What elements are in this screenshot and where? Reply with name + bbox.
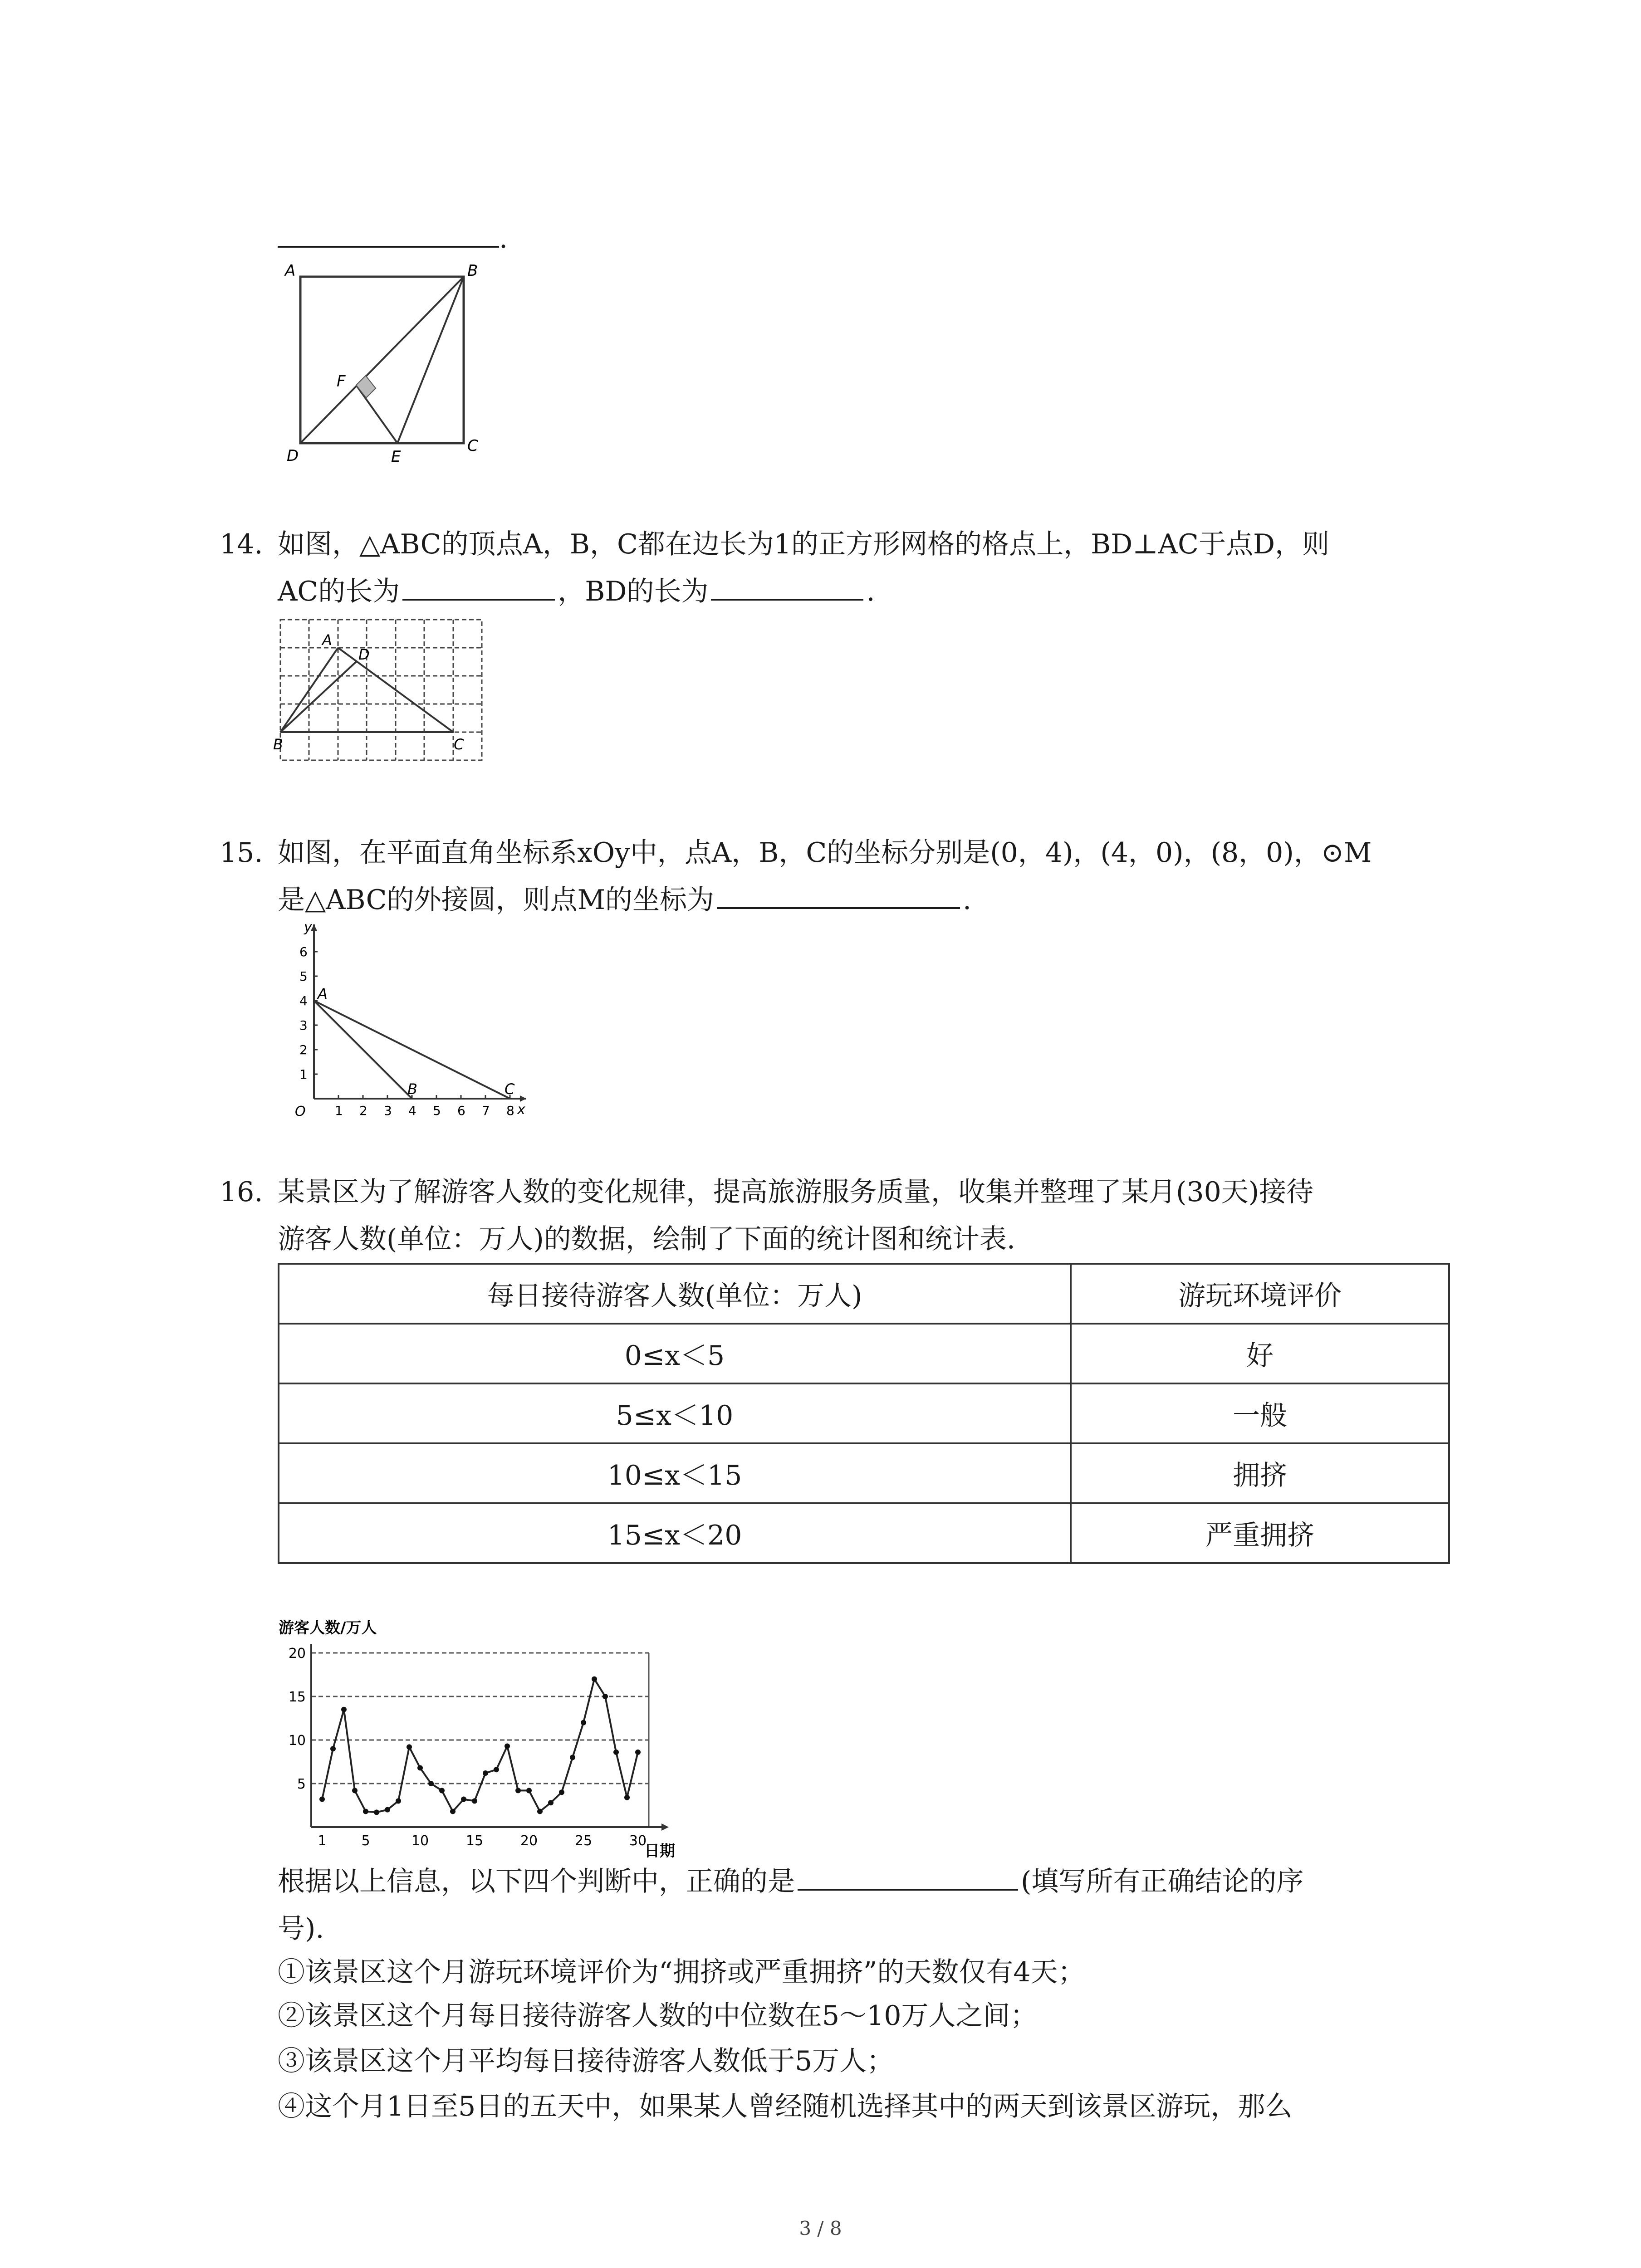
chart-data-point bbox=[461, 1797, 466, 1802]
table-cell: 5≤x＜10 bbox=[279, 1383, 1071, 1443]
label-a: A bbox=[318, 985, 328, 1002]
chart-x-tick-label: 25 bbox=[574, 1833, 593, 1849]
chart-data-point bbox=[341, 1707, 347, 1712]
chart-data-point bbox=[450, 1809, 456, 1814]
chart-data-point bbox=[635, 1750, 641, 1755]
q15-blank-m[interactable] bbox=[717, 879, 960, 909]
chart-data-point bbox=[352, 1788, 358, 1793]
chart-data-point bbox=[407, 1744, 412, 1750]
q16-after-line1: 根据以上信息，以下四个判断中，正确的是 (填写所有正确结论的序 bbox=[278, 1860, 1303, 1903]
chart-x-arrow bbox=[661, 1823, 669, 1831]
table-cell: 好 bbox=[1071, 1324, 1449, 1383]
table-row bbox=[279, 1383, 1449, 1443]
q14-blank-bd[interactable] bbox=[711, 571, 863, 601]
label-d: D bbox=[358, 646, 370, 663]
segment-db bbox=[300, 277, 464, 443]
x-axis-label: x bbox=[517, 1102, 525, 1116]
origin-label: O bbox=[295, 1104, 306, 1116]
x-tick-label: 5 bbox=[433, 1103, 441, 1116]
chart-y-tick-label: 20 bbox=[288, 1646, 306, 1662]
chart-x-tick-label: 10 bbox=[411, 1833, 429, 1849]
y-tick-label: 4 bbox=[299, 993, 308, 1008]
q14-number: 14. bbox=[220, 528, 263, 560]
chart-data-point bbox=[417, 1765, 423, 1770]
table-cell: 拥挤 bbox=[1071, 1443, 1449, 1503]
y-tick-label: 1 bbox=[299, 1067, 308, 1082]
chart-series-line bbox=[322, 1679, 638, 1813]
visitor-line-chart bbox=[272, 1615, 708, 1869]
chart-data-point bbox=[537, 1809, 543, 1814]
chart-data-point bbox=[570, 1755, 575, 1760]
table-row bbox=[279, 1324, 1449, 1383]
chart-data-point bbox=[559, 1789, 564, 1795]
chart-data-point bbox=[483, 1770, 488, 1776]
segment-bd bbox=[280, 661, 357, 732]
q14-blank-ac[interactable] bbox=[402, 571, 555, 601]
q16-after-line2: 号). bbox=[278, 1913, 324, 1945]
y-tick-label: 5 bbox=[299, 969, 308, 984]
chart-data-point bbox=[505, 1743, 510, 1749]
segment-eb bbox=[397, 277, 464, 443]
table-cell: 0≤x＜5 bbox=[279, 1324, 1071, 1383]
chart-data-point bbox=[428, 1781, 434, 1786]
q16-text-line1: 某景区为了解游客人数的变化规律，提高旅游服务质量，收集并整理了某月(30天)接待 bbox=[278, 1176, 1314, 1208]
q16-option-1: ①该景区这个月游玩环境评价为“拥挤或严重拥挤”的天数仅有4天； bbox=[278, 1956, 1085, 1988]
chart-data-point bbox=[472, 1798, 477, 1804]
x-tick-label: 8 bbox=[506, 1103, 514, 1116]
label-c: C bbox=[467, 437, 478, 455]
q16-blank-answer[interactable] bbox=[798, 1861, 1018, 1891]
chart-data-point bbox=[363, 1809, 368, 1814]
chart-x-tick-label: 15 bbox=[465, 1833, 484, 1849]
q16-option-3: ③该景区这个月平均每日接待游客人数低于5万人； bbox=[278, 2045, 894, 2077]
chart-x-tick-label: 20 bbox=[520, 1833, 538, 1849]
evaluation-table bbox=[278, 1263, 1450, 1564]
table-row bbox=[279, 1503, 1449, 1563]
chart-y-tick-label: 10 bbox=[288, 1733, 306, 1749]
table-header-row bbox=[279, 1264, 1449, 1324]
label-f: F bbox=[337, 372, 346, 391]
chart-data-point bbox=[613, 1750, 619, 1755]
chart-y-axis-title: 游客人数/万人 bbox=[279, 1619, 377, 1637]
y-tick-label: 2 bbox=[299, 1042, 308, 1057]
label-b: B bbox=[407, 1080, 417, 1098]
q16-text-line2: 游客人数(单位：万人)的数据，绘制了下面的统计图和统计表. bbox=[278, 1223, 1015, 1255]
q13-answer-line: . bbox=[278, 217, 508, 260]
chart-x-axis-title: 日期 bbox=[644, 1842, 675, 1860]
chart-data-point bbox=[581, 1720, 586, 1725]
q14-text-line2: AC的长为 ，BD的长为 . bbox=[278, 570, 875, 613]
table-cell: 15≤x＜20 bbox=[279, 1503, 1071, 1563]
x-tick-label: 3 bbox=[384, 1103, 392, 1116]
chart-y-ticks bbox=[289, 1646, 306, 1792]
q16-option-4: ④这个月1日至5日的五天中，如果某人曾经随机选择其中的两天到该景区游玩，那么 bbox=[278, 2091, 1293, 2122]
chart-data-point bbox=[624, 1795, 630, 1800]
label-a: A bbox=[285, 262, 296, 280]
label-c: C bbox=[454, 736, 464, 753]
chart-x-tick-label: 1 bbox=[318, 1833, 327, 1849]
chart-data-point bbox=[494, 1767, 499, 1772]
q13-square-figure bbox=[272, 254, 481, 472]
table-row bbox=[279, 1443, 1449, 1503]
chart-data-point bbox=[319, 1797, 325, 1802]
label-c: C bbox=[505, 1080, 515, 1098]
x-tick-label: 6 bbox=[457, 1103, 465, 1116]
chart-data-point bbox=[396, 1798, 401, 1804]
table-cell: 严重拥挤 bbox=[1071, 1503, 1449, 1563]
chart-x-tick-label: 5 bbox=[361, 1833, 370, 1849]
chart-data-point bbox=[330, 1746, 336, 1751]
q14-text-line1: 如图，△ABC的顶点A，B，C都在边长为1的正方形网格的格点上，BD⊥AC于点D，则 bbox=[278, 528, 1330, 560]
y-axis-label: y bbox=[304, 919, 312, 935]
chart-data-point bbox=[515, 1788, 521, 1793]
table-header-cell: 每日接待游客人数(单位：万人) bbox=[279, 1264, 1071, 1324]
x-tick-label: 4 bbox=[408, 1103, 416, 1116]
y-tick-label: 6 bbox=[299, 944, 308, 959]
chart-data-point bbox=[592, 1677, 597, 1682]
chart-x-ticks bbox=[318, 1833, 647, 1849]
table-cell: 10≤x＜15 bbox=[279, 1443, 1071, 1503]
q14-grid-figure bbox=[272, 612, 490, 767]
label-d: D bbox=[287, 447, 299, 465]
label-a: A bbox=[322, 631, 332, 649]
x-tick-label: 2 bbox=[359, 1103, 367, 1116]
chart-data-point bbox=[385, 1807, 390, 1813]
chart-data-point bbox=[439, 1788, 445, 1793]
chart-y-tick-label: 5 bbox=[297, 1776, 306, 1792]
q16-number: 16. bbox=[220, 1176, 263, 1208]
q15-text-line2: 是△ABC的外接圆，则点M的坐标为 . bbox=[278, 878, 971, 922]
chart-data-point bbox=[374, 1809, 379, 1815]
chart-gridlines bbox=[311, 1653, 649, 1827]
chart-data-point bbox=[603, 1694, 608, 1699]
label-e: E bbox=[391, 448, 401, 466]
table-header-cell: 游玩环境评价 bbox=[1071, 1264, 1449, 1324]
q16-option-2: ②该景区这个月每日接待游客人数的中位数在5～10万人之间； bbox=[278, 2000, 1038, 2032]
right-angle-mark bbox=[356, 376, 376, 398]
label-b: B bbox=[467, 262, 478, 280]
label-b: B bbox=[273, 736, 283, 753]
chart-data-point bbox=[526, 1788, 532, 1793]
x-tick-label: 1 bbox=[335, 1103, 343, 1116]
segment-fe bbox=[356, 385, 397, 443]
q15-text-line1: 如图，在平面直角坐标系xOy中，点A，B，C的坐标分别是(0，4)，(4，0)，(8，0)，⊙M bbox=[278, 837, 1372, 869]
chart-x-tick-label: 30 bbox=[629, 1833, 647, 1849]
segment-ab bbox=[314, 1001, 412, 1099]
chart-y-tick-label: 15 bbox=[288, 1689, 306, 1705]
q15-coordinate-figure bbox=[272, 916, 554, 1116]
y-tick-label: 3 bbox=[299, 1018, 308, 1033]
page-number: 3 / 8 bbox=[799, 2217, 842, 2239]
x-tick-label: 7 bbox=[482, 1103, 490, 1116]
table-cell: 一般 bbox=[1071, 1383, 1449, 1443]
q15-number: 15. bbox=[220, 837, 263, 869]
chart-data-point bbox=[548, 1800, 554, 1805]
